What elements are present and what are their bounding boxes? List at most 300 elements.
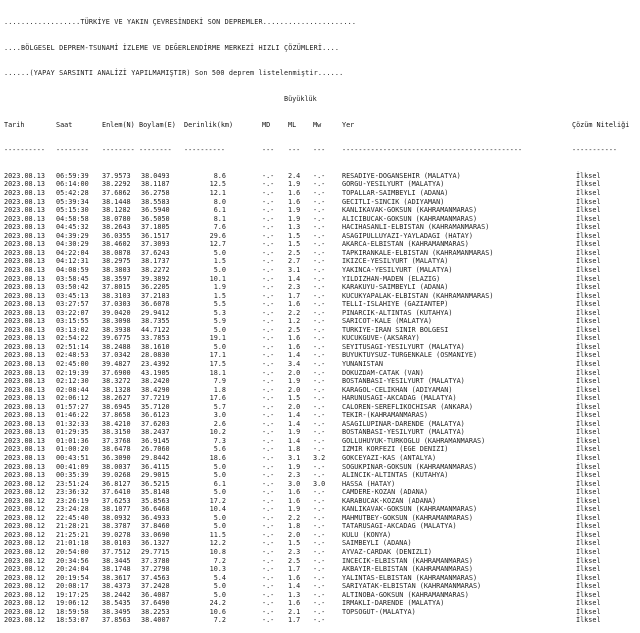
table-row (4, 360, 640, 369)
cell-location: KANLIKAVAK-GOKSUN (KAHRAMANMARAS) (342, 505, 478, 514)
cell-date: 2023.08.12 (4, 556, 45, 565)
cell-solution: İlksel (576, 206, 601, 215)
cell-ml: 2.5 (288, 248, 301, 257)
cell-md: -.- (262, 359, 275, 368)
cell-md: -.- (262, 556, 275, 565)
cell-ml: 1.7 (288, 565, 301, 574)
cell-latitude: 38.1282 (102, 206, 131, 215)
cell-ml: 2.0 (288, 402, 301, 411)
cell-ml: 1.9 (288, 505, 301, 514)
cell-depth: 24.2 (209, 599, 226, 608)
table-row (4, 514, 640, 523)
cell-date: 2023.08.12 (4, 590, 45, 599)
cell-latitude: 39.0278 (102, 530, 131, 539)
cell-date: 2023.08.12 (4, 565, 45, 574)
cell-time: 20:24:04 (56, 565, 89, 574)
cell-mw: -.- (313, 317, 326, 326)
cell-longitude: 36.5215 (141, 479, 170, 488)
cell-latitude: 38.3597 (102, 274, 131, 283)
cell-depth: 7.6 (213, 223, 226, 232)
cell-longitude: 38.2437 (141, 428, 170, 437)
cell-location: RESADIYE-DOGANSEHIR (MALATYA) (342, 171, 461, 180)
cell-latitude: 37.6410 (102, 488, 131, 497)
cell-md: -.- (262, 171, 275, 180)
cell-time: 04:22:04 (56, 248, 89, 257)
cell-solution: İlksel (576, 291, 601, 300)
cell-depth: 17.6 (209, 394, 226, 403)
cell-latitude: 36.8127 (102, 479, 131, 488)
cell-latitude: 36.0355 (102, 231, 131, 240)
table-row (4, 522, 640, 531)
cell-mw: -.- (313, 590, 326, 599)
cell-longitude: 38.1187 (141, 180, 170, 189)
table-row (4, 223, 640, 232)
cell-solution: İlksel (576, 505, 601, 514)
cell-time: 02:19:39 (56, 368, 89, 377)
cell-date: 2023.08.12 (4, 522, 45, 531)
cell-longitude: 36.5940 (141, 206, 170, 215)
table-row (4, 232, 640, 241)
cell-date: 2023.08.13 (4, 462, 45, 471)
cell-solution: İlksel (576, 214, 601, 223)
cell-mw: -.- (313, 257, 326, 266)
cell-location: AYVAZ-CARDAK (DENIZLI) (342, 548, 433, 556)
cell-ml: 2.5 (288, 325, 301, 334)
cell-depth: 5.0 (213, 265, 226, 274)
cell-mw: -.- (313, 223, 326, 232)
cell-solution: İlksel (576, 377, 601, 386)
cell-date: 2023.08.13 (4, 248, 45, 257)
cell-ml: 1.6 (288, 599, 301, 608)
table-row (4, 334, 640, 343)
cell-solution: İlksel (576, 513, 601, 522)
cell-time: 00:35:39 (56, 471, 89, 480)
cell-date: 2023.08.12 (4, 573, 45, 582)
cell-md: -.- (262, 274, 275, 283)
cell-depth: 5.0 (213, 462, 226, 471)
cell-depth: 7.9 (213, 377, 226, 386)
cell-date: 2023.08.13 (4, 180, 45, 189)
cell-mw: -.- (313, 539, 326, 548)
cell-solution: İlksel (576, 530, 601, 539)
magnitude-group-label: Büyüklük (284, 95, 317, 104)
cell-depth: 10.8 (209, 548, 226, 556)
cell-longitude: 37.6203 (141, 419, 170, 428)
cell-depth: 8.0 (213, 197, 226, 206)
table-row (4, 377, 640, 386)
cell-mw: -.- (313, 291, 326, 300)
cell-md: -.- (262, 419, 275, 428)
cell-depth: 12.7 (209, 240, 226, 249)
cell-ml: 1.9 (288, 180, 301, 189)
cell-solution: İlksel (576, 607, 601, 616)
cell-mw: -.- (313, 300, 326, 309)
cell-latitude: 39.4827 (102, 359, 131, 368)
cell-longitude: 29.9412 (141, 308, 170, 317)
cell-location: INCECIK-ELBISTAN (KAHRAMANMARAS) (342, 556, 473, 565)
cell-longitude: 35.8148 (141, 488, 170, 497)
cell-ml: 1.6 (288, 496, 301, 505)
cell-location: MAHMUTBEY-GOKSUN (KAHRAMANMARAS) (342, 513, 473, 522)
cell-ml: 3.1 (288, 453, 301, 462)
cell-time: 04:39:29 (56, 231, 89, 240)
cell-longitude: 36.1327 (141, 539, 170, 548)
cell-solution: İlksel (576, 573, 601, 582)
cell-date: 2023.08.13 (4, 317, 45, 326)
cell-solution: İlksel (576, 180, 601, 189)
cell-longitude: 36.6123 (141, 411, 170, 420)
cell-time: 02:54:22 (56, 334, 89, 343)
cell-mw: -.- (313, 240, 326, 249)
cell-location: YILDIZHAN-MADEN (ELAZIG) (342, 274, 441, 283)
cell-date: 2023.08.13 (4, 411, 45, 420)
cell-solution: İlksel (576, 428, 601, 437)
cell-depth: 10.2 (209, 428, 226, 437)
cell-md: -.- (262, 248, 275, 257)
table-row (4, 497, 640, 506)
cell-latitude: 39.0420 (102, 308, 131, 317)
cell-depth: 17.2 (209, 496, 226, 505)
cell-date: 2023.08.12 (4, 539, 45, 548)
cell-time: 03:27:57 (56, 300, 89, 309)
table-row (4, 471, 640, 480)
table-row (4, 591, 640, 600)
cell-solution: İlksel (576, 599, 601, 608)
cell-location: ALINCIK-ALTINTAS (KUTAHYA) (342, 471, 449, 480)
cell-date: 2023.08.13 (4, 300, 45, 309)
cell-depth: 5.5 (213, 300, 226, 309)
cell-date: 2023.08.13 (4, 240, 45, 249)
cell-latitude: 38.5435 (102, 599, 131, 608)
cell-mw: -.- (313, 530, 326, 539)
cell-latitude: 38.3098 (102, 317, 131, 326)
cell-md: -.- (262, 291, 275, 300)
table-row (4, 437, 640, 446)
table-row (4, 574, 640, 583)
cell-solution: İlksel (576, 436, 601, 445)
cell-date: 2023.08.13 (4, 171, 45, 180)
cell-latitude: 37.8015 (102, 283, 131, 292)
cell-md: -.- (262, 377, 275, 386)
cell-mw: -.- (313, 368, 326, 377)
magnitude-group-label-line (4, 95, 640, 104)
cell-solution: İlksel (576, 471, 601, 480)
cell-solution: İlksel (576, 539, 601, 548)
cell-depth: 1.9 (213, 283, 226, 292)
cell-time: 21:28:21 (56, 522, 89, 531)
cell-solution: İlksel (576, 189, 601, 198)
cell-md: -.- (262, 548, 275, 556)
col-header-depth: Derinlik(km) (184, 120, 234, 129)
col-header-solution-type: Çözüm Niteliği (572, 120, 630, 129)
cell-time: 06:59:39 (56, 171, 89, 180)
cell-date: 2023.08.12 (4, 616, 45, 625)
cell-location: BOSTANBASI-YESILYURT (MALATYA) (342, 428, 465, 437)
cell-solution: İlksel (576, 488, 601, 497)
cell-latitude: 38.2488 (102, 342, 131, 351)
cell-md: -.- (262, 257, 275, 266)
cell-location: IRMAKLI-DARENDE (MALATYA) (342, 599, 445, 608)
cell-depth: 8.1 (213, 214, 226, 223)
cell-ml: 1.5 (288, 231, 301, 240)
cell-md: -.- (262, 539, 275, 548)
cell-longitude: 37.3780 (141, 556, 170, 565)
cell-location: DOKUZDAM-CATAK (VAN) (342, 368, 424, 377)
cell-depth: 10.4 (209, 505, 226, 514)
cell-location: TEKIR-(KAHRAMANMARAS) (342, 411, 428, 420)
cell-date: 2023.08.13 (4, 445, 45, 454)
cell-latitude: 38.3445 (102, 556, 131, 565)
cell-solution: İlksel (576, 616, 601, 625)
cell-location: IZMIR KORFEZI (EGE DENIZI) (342, 445, 449, 454)
cell-md: -.- (262, 206, 275, 215)
table-row (4, 343, 640, 352)
cell-location: TAPKIRANKALE-ELBISTAN (KAHRAMANMARAS) (342, 248, 494, 257)
column-headers (4, 121, 640, 130)
cell-date: 2023.08.13 (4, 308, 45, 317)
cell-longitude: 36.4115 (141, 462, 170, 471)
cell-time: 18:59:58 (56, 607, 89, 616)
table-row (4, 275, 640, 284)
cell-md: -.- (262, 505, 275, 514)
cell-location: AKBAYIR-ELBISTAN (KAHRAMANMARAS) (342, 565, 473, 574)
cell-time: 23:26:19 (56, 496, 89, 505)
cell-md: -.- (262, 607, 275, 616)
cell-date: 2023.08.12 (4, 582, 45, 591)
cell-latitude: 37.3768 (102, 436, 131, 445)
cell-depth: 5.0 (213, 325, 226, 334)
cell-depth: 10.6 (209, 607, 226, 616)
cell-location: HACIHASANLI-ELBISTAN (KAHRAMANMARAS) (342, 223, 490, 232)
cell-time: 19:17:25 (56, 590, 89, 599)
cell-depth: 10.3 (209, 565, 226, 574)
cell-time: 20:54:00 (56, 548, 89, 556)
table-row (4, 505, 640, 514)
cell-ml: 1.4 (288, 419, 301, 428)
col-header-date: Tarih (4, 120, 25, 129)
cell-longitude: 38.7355 (141, 317, 170, 326)
cell-solution: İlksel (576, 359, 601, 368)
cell-mw: 3.2 (313, 453, 326, 462)
col-header-ml: ML (288, 120, 297, 129)
cell-location: CAMDERE-KOZAN (ADANA) (342, 488, 428, 497)
cell-time: 04:12:31 (56, 257, 89, 266)
cell-longitude: 37.6490 (141, 599, 170, 608)
cell-longitude: 43.1905 (141, 368, 170, 377)
cell-time: 01:00:20 (56, 445, 89, 454)
cell-depth: 18.1 (209, 368, 226, 377)
cell-mw: -.- (313, 274, 326, 283)
table-row (4, 565, 640, 574)
cell-location: GOLLUHUYUK-TURKOGLU (KAHRAMANMARAS) (342, 436, 486, 445)
cell-solution: İlksel (576, 231, 601, 240)
cell-solution: İlksel (576, 197, 601, 206)
cell-location: HARUNUSAGI-AKCADAG (MALATYA) (342, 394, 457, 403)
cell-time: 23:36:32 (56, 488, 89, 497)
cell-md: -.- (262, 214, 275, 223)
cell-ml: 1.6 (288, 300, 301, 309)
cell-time: 02:06:12 (56, 394, 89, 403)
cell-longitude: 37.2798 (141, 565, 170, 574)
cell-md: -.- (262, 197, 275, 206)
cell-solution: İlksel (576, 248, 601, 257)
cell-longitude: 36.6468 (141, 505, 170, 514)
cell-latitude: 38.4210 (102, 419, 131, 428)
cell-md: -.- (262, 223, 275, 232)
cell-md: -.- (262, 530, 275, 539)
cell-time: 04:08:59 (56, 265, 89, 274)
cell-location: KARAKUYU-SAIMBEYLI (ADANA) (342, 283, 449, 292)
cell-ml: 2.2 (288, 513, 301, 522)
cell-longitude: 37.3093 (141, 240, 170, 249)
cell-latitude: 38.3495 (102, 607, 131, 616)
cell-ml: 1.5 (288, 539, 301, 548)
cell-mw: -.- (313, 462, 326, 471)
cell-solution: İlksel (576, 300, 601, 309)
cell-time: 20:08:17 (56, 582, 89, 591)
cell-date: 2023.08.13 (4, 359, 45, 368)
table-row (4, 454, 640, 463)
cell-time: 01:01:36 (56, 436, 89, 445)
cell-md: -.- (262, 394, 275, 403)
cell-location: AKARCA-ELBISTAN (KAHRAMANMARAS) (342, 240, 469, 249)
cell-date: 2023.08.13 (4, 385, 45, 394)
cell-location: YUNANISTAN (342, 359, 383, 368)
cell-longitude: 36.1517 (141, 231, 170, 240)
table-row (4, 309, 640, 318)
cell-time: 04:30:29 (56, 240, 89, 249)
cell-longitude: 38.5583 (141, 197, 170, 206)
cell-mw: -.- (313, 411, 326, 420)
cell-ml: 2.0 (288, 368, 301, 377)
cell-depth: 12.1 (209, 189, 226, 198)
cell-depth: 18.6 (209, 453, 226, 462)
header-line-2: ....BÖLGESEL DEPREM-TSUNAMİ İZLEME VE DEĞERLENDİRME MERKEZİ HIZLI ÇÖZÜMLERİ.... (4, 43, 340, 52)
cell-longitude: 37.7219 (141, 394, 170, 403)
cell-depth: 1.5 (213, 291, 226, 300)
table-row (4, 445, 640, 454)
cell-latitude: 38.3938 (102, 325, 131, 334)
cell-location: TOPSOGUT-(MALATYA) (342, 607, 416, 616)
cell-latitude: 38.0103 (102, 539, 131, 548)
cell-time: 19:06:12 (56, 599, 89, 608)
table-row (4, 582, 640, 591)
table-row (4, 189, 640, 198)
table-row (4, 198, 640, 207)
cell-longitude: 33.0690 (141, 530, 170, 539)
cell-latitude: 38.3803 (102, 265, 131, 274)
cell-date: 2023.08.12 (4, 496, 45, 505)
cell-ml: 2.0 (288, 530, 301, 539)
cell-mw: -.- (313, 616, 326, 625)
cell-latitude: 38.2442 (102, 590, 131, 599)
cell-latitude: 38.1077 (102, 505, 131, 514)
cell-date: 2023.08.13 (4, 206, 45, 215)
cell-mw: -.- (313, 171, 326, 180)
cell-solution: İlksel (576, 479, 601, 488)
cell-longitude: 36.2758 (141, 189, 170, 198)
cell-longitude: 39.3892 (141, 274, 170, 283)
cell-md: -.- (262, 513, 275, 522)
cell-depth: 11.5 (209, 530, 226, 539)
cell-longitude: 28.0830 (141, 351, 170, 360)
cell-longitude: 36.2205 (141, 283, 170, 292)
cell-time: 02:51:14 (56, 342, 89, 351)
cell-date: 2023.08.13 (4, 402, 45, 411)
cell-location: TOPALLAR-SAIMBEYLI (ADANA) (342, 189, 449, 198)
cell-ml: 1.4 (288, 582, 301, 591)
cell-md: -.- (262, 308, 275, 317)
cell-latitude: 37.9573 (102, 171, 131, 180)
cell-location: ALICIBUCAK-GOKSUN (KAHRAMANMARAS) (342, 214, 478, 223)
cell-date: 2023.08.13 (4, 223, 45, 232)
cell-solution: İlksel (576, 462, 601, 471)
cell-mw: -.- (313, 214, 326, 223)
cell-latitude: 38.0037 (102, 462, 131, 471)
cell-ml: 2.3 (288, 548, 301, 556)
cell-location: SARIYATAK-ELBISTAN (KAHRAMANMARAS) (342, 582, 482, 591)
cell-latitude: 37.0342 (102, 351, 131, 360)
cell-latitude: 38.2292 (102, 180, 131, 189)
cell-location: SEYITUSAGI-YESILYURT (MALATYA) (342, 342, 465, 351)
cell-ml: 1.9 (288, 377, 301, 386)
table-row (4, 326, 640, 335)
cell-longitude: 37.2428 (141, 582, 170, 591)
cell-md: -.- (262, 573, 275, 582)
cell-ml: 1.6 (288, 573, 301, 582)
cell-mw: -.- (313, 189, 326, 198)
cell-md: -.- (262, 385, 275, 394)
cell-ml: 1.4 (288, 436, 301, 445)
cell-time: 03:13:02 (56, 325, 89, 334)
cell-depth: 2.6 (213, 419, 226, 428)
cell-mw: -.- (313, 180, 326, 189)
cell-date: 2023.08.13 (4, 291, 45, 300)
cell-time: 04:45:32 (56, 223, 89, 232)
cell-latitude: 38.4373 (102, 582, 131, 591)
table-row (4, 240, 640, 249)
cell-depth: 7.2 (213, 616, 226, 625)
cell-location: PINARCIK-ALTINTAS (KUTAHYA) (342, 308, 453, 317)
cell-md: -.- (262, 231, 275, 240)
table-row (4, 394, 640, 403)
cell-depth: 5.0 (213, 513, 226, 522)
cell-ml: 3.0 (288, 479, 301, 488)
cell-location: KARAGOL-CELIKHAN (ADIYAMAN) (342, 385, 453, 394)
cell-mw: -.- (313, 385, 326, 394)
cell-depth: 3.0 (213, 411, 226, 420)
cell-solution: İlksel (576, 556, 601, 565)
cell-longitude: 38.2420 (141, 377, 170, 386)
cell-ml: 1.9 (288, 214, 301, 223)
cell-longitude: 38.2253 (141, 607, 170, 616)
header-note-line (4, 69, 640, 78)
cell-time: 22:45:40 (56, 513, 89, 522)
cell-mw: -.- (313, 334, 326, 343)
cell-solution: İlksel (576, 453, 601, 462)
cell-ml: 1.8 (288, 522, 301, 531)
cell-solution: İlksel (576, 283, 601, 292)
cell-location: SOGUKPINAR-GOKSUN (KAHRAMANMARAS) (342, 462, 478, 471)
cell-ml: 1.6 (288, 189, 301, 198)
cell-solution: İlksel (576, 274, 601, 283)
cell-time: 01:46:22 (56, 411, 89, 420)
cell-location: IKIZCE-YESILYURT (MALATYA) (342, 257, 449, 266)
table-row (4, 215, 640, 224)
table-row (4, 480, 640, 489)
cell-md: -.- (262, 479, 275, 488)
cell-longitude: 38.2272 (141, 265, 170, 274)
